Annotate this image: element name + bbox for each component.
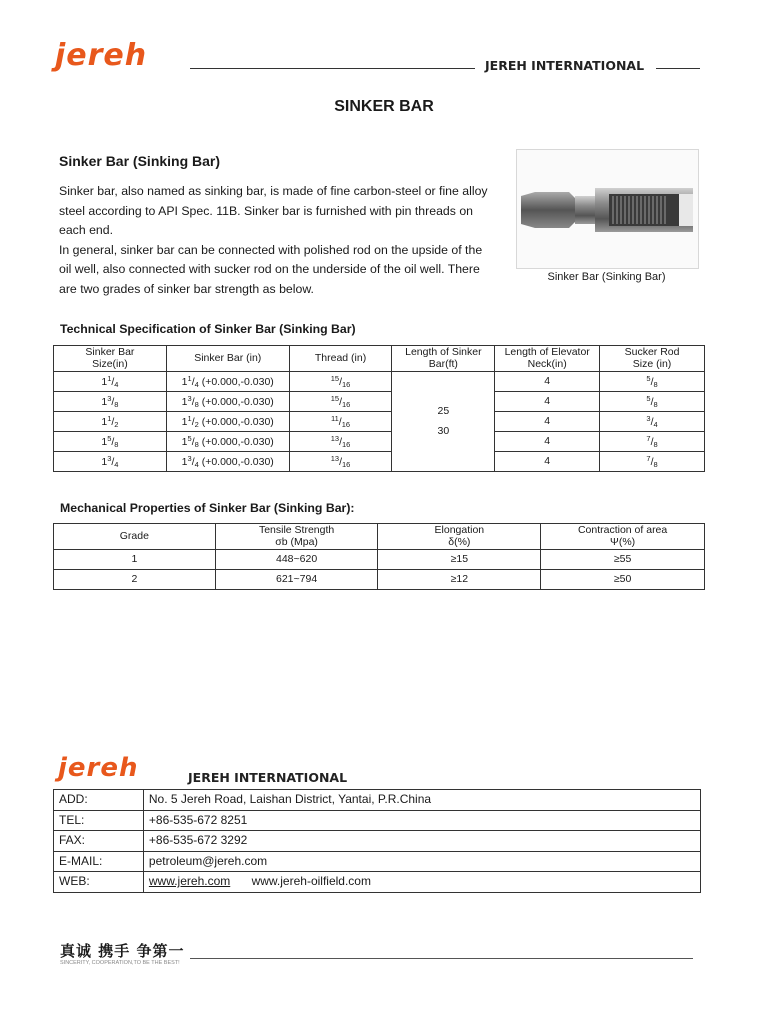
table-cell: $1^3/_8$ bbox=[54, 392, 167, 412]
photo-caption: Sinker Bar (Sinking Bar) bbox=[547, 271, 666, 283]
footer-logo: jereh bbox=[58, 753, 139, 783]
cell-text: 8 bbox=[114, 399, 119, 409]
website-link[interactable]: www.jereh.com bbox=[148, 874, 231, 889]
table-cell: $^7/_8$ bbox=[600, 432, 705, 452]
cell-text: 1 bbox=[101, 375, 108, 388]
cell-text: 5 bbox=[646, 393, 651, 403]
cell-text: 11 bbox=[331, 413, 339, 423]
cell-text: 7 bbox=[646, 433, 651, 443]
table-row bbox=[54, 432, 705, 452]
cell-text: (+0.000,-0.030) bbox=[201, 415, 274, 428]
contact-row-tel bbox=[54, 810, 701, 831]
tech-spec-table bbox=[53, 345, 705, 472]
length-cell bbox=[392, 372, 495, 472]
contact-value bbox=[143, 872, 700, 893]
table-row bbox=[54, 412, 705, 432]
col-header-line1: Grade bbox=[119, 529, 149, 542]
col-header-line1: Elongation bbox=[434, 524, 485, 537]
cell-text: (+0.000,-0.030) bbox=[201, 435, 274, 448]
col-header-line2: δ(%) bbox=[448, 535, 471, 548]
contact-value: +86-535-672 8251 bbox=[143, 810, 700, 831]
cell-text: 4 bbox=[194, 379, 199, 389]
col-header: Length of Sinker Bar(ft) bbox=[392, 346, 495, 372]
paragraph-2: In general, sinker bar can be connected with polished rod on the upside of the oil well, also connected with sucker rod on the underside of the oil well. There are two grades of sinker bar strength as below. bbox=[59, 242, 483, 296]
table-cell: $1^5/_8$ bbox=[54, 432, 167, 452]
cell-text: 1 bbox=[181, 455, 188, 468]
col-header-line2: σb (Mpa) bbox=[275, 535, 318, 548]
header-logo: jereh bbox=[55, 38, 148, 73]
table-cell: 621~794 bbox=[215, 570, 378, 590]
cell-text: 4 bbox=[114, 379, 119, 389]
col-header: Length of Elevator Neck(in) bbox=[495, 346, 600, 372]
table-cell: $1^1/_4$ bbox=[54, 372, 167, 392]
header-rule-right bbox=[656, 68, 700, 69]
cell-text: (+0.000,-0.030) bbox=[201, 375, 274, 388]
table-cell: 1 bbox=[54, 550, 216, 570]
col-header-line2: Ψ(%) bbox=[610, 535, 636, 548]
page-title: SINKER BAR bbox=[334, 98, 434, 115]
cell-text: 1 bbox=[181, 415, 188, 428]
cell-text: 15 bbox=[330, 393, 340, 403]
col-header bbox=[54, 524, 216, 550]
cell-text: 16 bbox=[342, 379, 351, 389]
table-cell: 4 bbox=[495, 392, 600, 412]
cell-text: 2 bbox=[194, 419, 199, 429]
contact-value: +86-535-672 3292 bbox=[143, 831, 700, 852]
cell-text: 1 bbox=[101, 455, 108, 468]
cell-text: 13 bbox=[330, 453, 340, 463]
table-cell: $^3/_4$ bbox=[600, 412, 705, 432]
contact-row-fax bbox=[54, 831, 701, 852]
cell-text: 2 bbox=[114, 419, 119, 429]
cell-text: 1 bbox=[101, 415, 108, 428]
cell-text: 15 bbox=[330, 373, 340, 383]
cell-text: 4 bbox=[653, 419, 658, 429]
contact-value: petroleum@jereh.com bbox=[143, 851, 700, 872]
cell-text: 5 bbox=[187, 433, 192, 443]
table-cell: $^7/_8$ bbox=[600, 452, 705, 472]
cell-text: 1 bbox=[101, 395, 108, 408]
cell-text: 4 bbox=[194, 459, 199, 469]
table-cell: $^{15}/_{16}$ bbox=[289, 372, 392, 392]
cell-text: 8 bbox=[653, 379, 658, 389]
table-row bbox=[54, 570, 705, 590]
cell-text: 16 bbox=[342, 399, 351, 409]
table-cell: ≥15 bbox=[378, 550, 541, 570]
contact-row-email bbox=[54, 851, 701, 872]
table-cell: $^5/_8$ bbox=[600, 392, 705, 412]
cell-text: 4 bbox=[114, 459, 119, 469]
slogan-english: SINCERITY, COOPERATION,TO BE THE BEST! bbox=[60, 960, 180, 966]
sinker-bar-photo bbox=[516, 149, 699, 269]
table-cell: $1^5/_8$ (+0.000,-0.030) bbox=[166, 432, 289, 452]
cell-text: 5 bbox=[646, 373, 651, 383]
col-header: Sucker Rod Size (in) bbox=[600, 346, 705, 372]
paragraph-1: Sinker bar, also named as sinking bar, is made of fine carbon-steel or fine alloy steel according to API Spec. 11B. Sinker bar is furnished with pin threads on each end. bbox=[59, 184, 488, 237]
table-cell: $^{15}/_{16}$ bbox=[289, 392, 392, 412]
table-cell: ≥50 bbox=[541, 570, 705, 590]
table-cell: $1^1/_2$ bbox=[54, 412, 167, 432]
cell-text: 1 bbox=[187, 413, 192, 423]
tech-spec-heading: Technical Specification of Sinker Bar (Sinking Bar) bbox=[60, 322, 356, 336]
table-cell: 4 bbox=[495, 452, 600, 472]
cell-text: 8 bbox=[653, 439, 658, 449]
cell-text: 3 bbox=[187, 393, 192, 403]
contact-label: ADD: bbox=[54, 790, 144, 811]
cell-text: 1 bbox=[107, 413, 112, 423]
table-cell: ≥55 bbox=[541, 550, 705, 570]
footer-rule bbox=[190, 958, 693, 959]
contact-label: FAX: bbox=[54, 831, 144, 852]
cell-text: 8 bbox=[194, 399, 199, 409]
contact-row-web bbox=[54, 872, 701, 893]
col-header: Sinker Bar Size(in) bbox=[54, 346, 167, 372]
table-cell: $1^1/_4$ (+0.000,-0.030) bbox=[166, 372, 289, 392]
contact-label: WEB: bbox=[54, 872, 144, 893]
cell-text: 1 bbox=[101, 435, 108, 448]
section-heading: Sinker Bar (Sinking Bar) bbox=[59, 153, 221, 169]
col-header bbox=[541, 524, 705, 550]
cell-text: 25 bbox=[437, 405, 450, 418]
mech-heading: Mechanical Properties of Sinker Bar (Sinking Bar): bbox=[60, 501, 355, 515]
table-cell: $^5/_8$ bbox=[600, 372, 705, 392]
table-cell: ≥12 bbox=[378, 570, 541, 590]
table-cell: $^{11}/_{16}$ bbox=[289, 412, 392, 432]
cell-text: 1 bbox=[181, 395, 188, 408]
cell-text: 3 bbox=[187, 453, 192, 463]
mech-table bbox=[53, 523, 705, 590]
header-rule-left bbox=[190, 68, 475, 69]
table-header-row bbox=[54, 524, 705, 550]
cell-text: 30 bbox=[437, 424, 450, 437]
table-cell: $1^3/_8$ (+0.000,-0.030) bbox=[166, 392, 289, 412]
table-cell: 2 bbox=[54, 570, 216, 590]
table-row bbox=[54, 550, 705, 570]
table-row bbox=[54, 452, 705, 472]
col-header: Thread (in) bbox=[289, 346, 392, 372]
cell-text: 16 bbox=[342, 459, 351, 469]
table-cell: $^{13}/_{16}$ bbox=[289, 432, 392, 452]
contact-table bbox=[53, 789, 701, 893]
cell-text: (+0.000,-0.030) bbox=[201, 455, 274, 468]
cell-text: 16 bbox=[342, 439, 351, 449]
cell-text: 3 bbox=[646, 413, 651, 423]
cell-text: 1 bbox=[181, 435, 188, 448]
cell-text: 8 bbox=[114, 439, 119, 449]
contact-value: No. 5 Jereh Road, Laishan District, Yantai, P.R.China bbox=[143, 790, 700, 811]
cell-text: 1 bbox=[107, 373, 112, 383]
col-header: Sinker Bar (in) bbox=[166, 346, 289, 372]
table-cell: 4 bbox=[495, 432, 600, 452]
table-cell: $1^3/_4$ bbox=[54, 452, 167, 472]
cell-text: 7 bbox=[646, 453, 651, 463]
contact-label: TEL: bbox=[54, 810, 144, 831]
col-header bbox=[215, 524, 378, 550]
col-header-line1: Contraction of area bbox=[577, 524, 668, 537]
cell-text: 1 bbox=[187, 373, 192, 383]
slogan-chinese: 真诚 携手 争第一 bbox=[60, 942, 185, 960]
description bbox=[59, 182, 491, 299]
header-company: JEREH INTERNATIONAL bbox=[485, 58, 645, 73]
table-cell: 4 bbox=[495, 372, 600, 392]
table-cell: $1^3/_4$ (+0.000,-0.030) bbox=[166, 452, 289, 472]
col-header bbox=[378, 524, 541, 550]
website-link-secondary[interactable]: www.jereh-oilfield.com bbox=[251, 874, 371, 889]
cell-text: 5 bbox=[107, 433, 112, 443]
cell-text: 3 bbox=[107, 453, 112, 463]
table-row bbox=[54, 372, 705, 392]
table-row bbox=[54, 392, 705, 412]
contact-row-address bbox=[54, 790, 701, 811]
table-header-row bbox=[54, 346, 705, 372]
cell-text: 8 bbox=[653, 399, 658, 409]
cell-text: 3 bbox=[107, 393, 112, 403]
cell-text: 1 bbox=[181, 375, 188, 388]
col-header-line1: Tensile Strength bbox=[258, 524, 335, 537]
table-cell: 448~620 bbox=[215, 550, 378, 570]
cell-text: (+0.000,-0.030) bbox=[201, 395, 274, 408]
cell-text: 13 bbox=[330, 433, 340, 443]
cell-text: 16 bbox=[341, 419, 351, 429]
contact-label: E-MAIL: bbox=[54, 851, 144, 872]
sinker-bar-image bbox=[517, 150, 698, 268]
cell-text: 8 bbox=[194, 439, 199, 449]
table-cell: $1^1/_2$ (+0.000,-0.030) bbox=[166, 412, 289, 432]
table-cell: 4 bbox=[495, 412, 600, 432]
table-cell: $^{13}/_{16}$ bbox=[289, 452, 392, 472]
footer-company: JEREH INTERNATIONAL bbox=[188, 770, 348, 785]
cell-text: 8 bbox=[653, 459, 658, 469]
